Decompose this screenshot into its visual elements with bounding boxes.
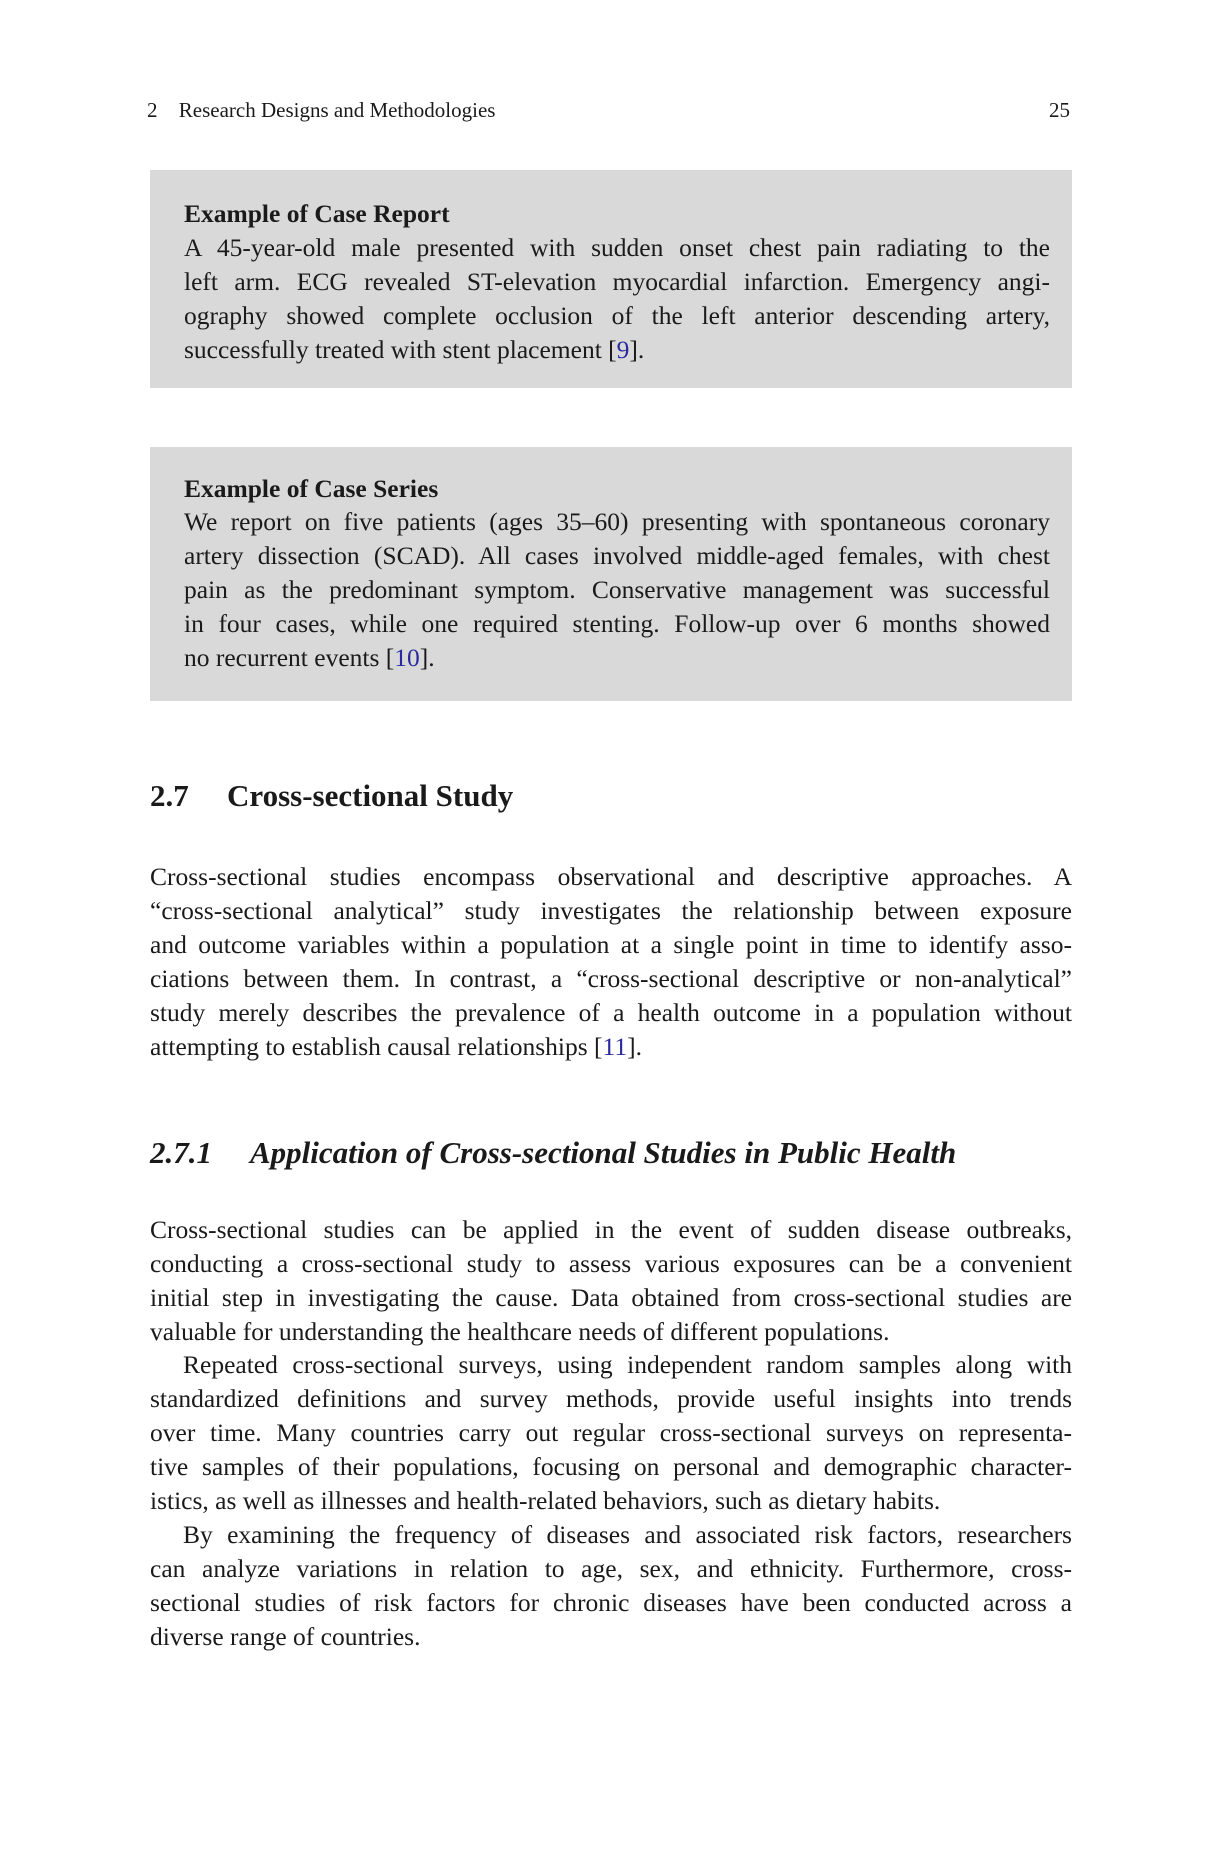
chapter-title: Research Designs and Methodologies bbox=[178, 98, 496, 122]
subsection-number: 2.7.1 bbox=[150, 1135, 212, 1170]
citation-suffix: ]. bbox=[629, 335, 645, 364]
body-line: A 45-year-old male presented with sudden onset chest pain radiating to the bbox=[184, 233, 1050, 262]
body-line: Cross-sectional studies encompass observational and descriptive approaches. A bbox=[150, 862, 1072, 891]
body-line: We report on five patients (ages 35–60) presenting with spontaneous coronary bbox=[184, 507, 1050, 536]
body-line-text: attempting to establish causal relationships bbox=[150, 1032, 595, 1061]
body-line: no recurrent events [10]. bbox=[184, 643, 435, 672]
case-report-box-title: Example of Case Report bbox=[184, 199, 450, 228]
citation-suffix: ]. bbox=[419, 643, 435, 672]
body-line: ography showed complete occlusion of the left anterior descending artery, bbox=[184, 301, 1050, 330]
subsection-title: Application of Cross-sectional Studies in Public Health bbox=[250, 1135, 957, 1170]
body-line-text: successfully treated with stent placement bbox=[184, 335, 609, 364]
section-heading bbox=[150, 778, 513, 814]
body-line: can analyze variations in relation to age, sex, and ethnicity. Furthermore, cross- bbox=[150, 1554, 1072, 1583]
body-line: istics, as well as illnesses and health-related behaviors, such as dietary habits. bbox=[150, 1486, 941, 1515]
body-line: artery dissection (SCAD). All cases involved middle-aged females, with chest bbox=[184, 541, 1050, 570]
body-line: valuable for understanding the healthcare needs of different populations. bbox=[150, 1317, 890, 1346]
body-line: attempting to establish causal relationships [11]. bbox=[150, 1032, 642, 1061]
body-line-text: no recurrent events bbox=[184, 643, 386, 672]
body-line: diverse range of countries. bbox=[150, 1622, 421, 1651]
body-line: “cross-sectional analytical” study investigates the relationship between exposure bbox=[150, 896, 1072, 925]
body-line: ciations between them. In contrast, a “cross-sectional descriptive or non-analytical” bbox=[150, 964, 1072, 993]
body-line: pain as the predominant symptom. Conservative management was successful bbox=[184, 575, 1050, 604]
body-line: sectional studies of risk factors for chronic diseases have been conducted across a bbox=[150, 1588, 1072, 1617]
body-line: left arm. ECG revealed ST-elevation myocardial infarction. Emergency angi- bbox=[184, 267, 1050, 296]
body-line: conducting a cross-sectional study to assess various exposures can be a convenient bbox=[150, 1249, 1072, 1278]
body-line: initial step in investigating the cause. Data obtained from cross-sectional studies are bbox=[150, 1283, 1072, 1312]
case-series-box-title: Example of Case Series bbox=[184, 474, 439, 503]
citation-link[interactable]: 10 bbox=[394, 643, 420, 672]
body-line: Cross-sectional studies can be applied in the event of sudden disease outbreaks, bbox=[150, 1215, 1072, 1244]
section-number: 2.7 bbox=[150, 778, 189, 813]
body-line: Repeated cross-sectional surveys, using independent random samples along with bbox=[183, 1350, 1072, 1379]
chapter-number: 2 bbox=[147, 98, 158, 122]
body-line: successfully treated with stent placement [9]. bbox=[184, 335, 645, 364]
case-series-box bbox=[150, 447, 1072, 701]
body-line: By examining the frequency of diseases and associated risk factors, researchers bbox=[183, 1520, 1072, 1549]
page-number: 25 bbox=[1049, 98, 1070, 122]
running-head bbox=[147, 100, 495, 121]
body-line: tive samples of their populations, focusing on personal and demographic character- bbox=[150, 1452, 1072, 1481]
citation-link[interactable]: 9 bbox=[616, 335, 630, 364]
case-report-box bbox=[150, 170, 1072, 388]
body-line: and outcome variables within a population at a single point in time to identify asso- bbox=[150, 930, 1072, 959]
body-line: standardized definitions and survey methods, provide useful insights into trends bbox=[150, 1384, 1072, 1413]
section-title: Cross-sectional Study bbox=[227, 778, 514, 813]
body-line: study merely describes the prevalence of a health outcome in a population without bbox=[150, 998, 1072, 1027]
citation-link[interactable]: 11 bbox=[602, 1032, 628, 1061]
subsection-heading bbox=[150, 1135, 956, 1171]
citation-suffix: ]. bbox=[627, 1032, 642, 1061]
body-line: in four cases, while one required stenting. Follow-up over 6 months showed bbox=[184, 609, 1050, 638]
body-line: over time. Many countries carry out regular cross-sectional surveys on representa- bbox=[150, 1418, 1072, 1447]
